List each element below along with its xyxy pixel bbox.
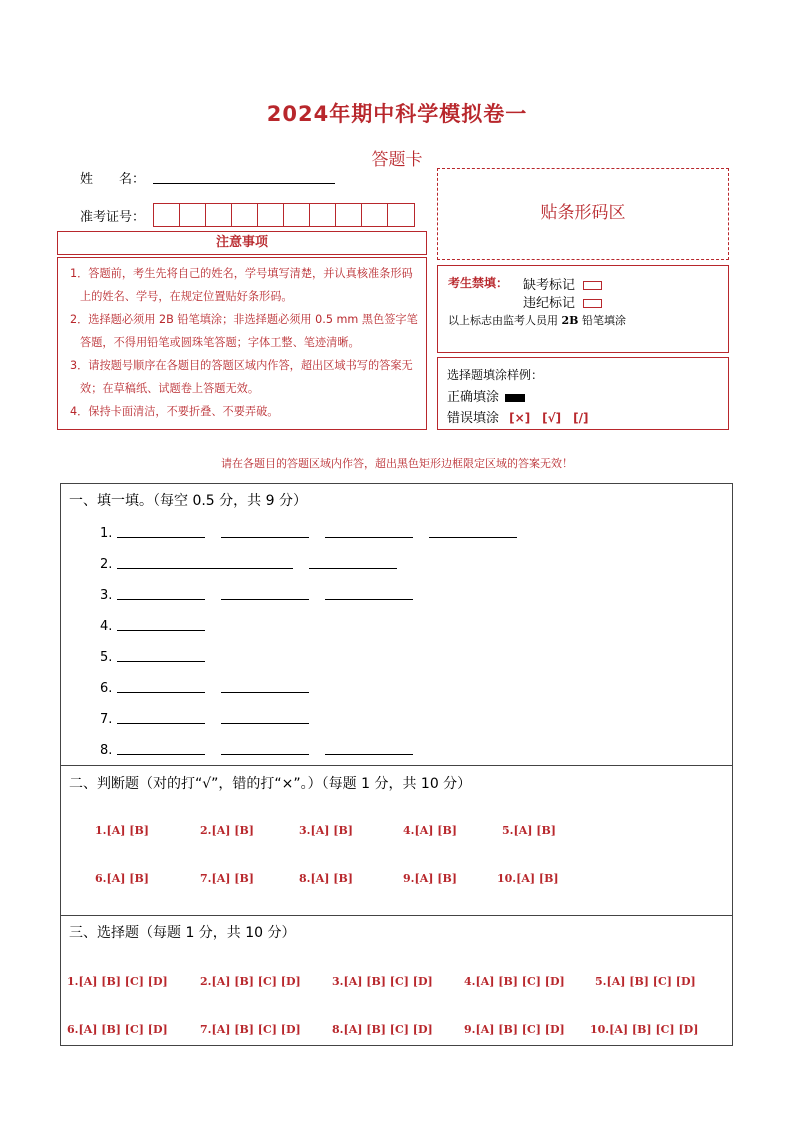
question-number: 2. [200, 824, 212, 837]
tf-question[interactable] [200, 824, 254, 837]
notice-item: 3．请按题号顺序在各题目的答题区域内作答，超出区域书写的答案无效；在草稿纸、试题卷上答题无效。 [70, 359, 413, 395]
answer-blank[interactable] [325, 599, 413, 600]
question-number: 4. [403, 824, 415, 837]
tf-options[interactable]: [A] [B] [310, 872, 353, 885]
correct-fill-row [447, 386, 525, 405]
tf-options[interactable]: [A] [B] [414, 872, 457, 885]
section3-title: 三、选择题（每题 1 分，共 10 分） [69, 925, 296, 941]
page-title: 2024年期中科学模拟卷一 [266, 102, 528, 126]
answer-blank[interactable] [117, 599, 205, 600]
mc-options[interactable]: [A] [B] [C] [D] [475, 975, 565, 988]
filled-bubble-icon [505, 394, 525, 402]
question-number: 9. [403, 872, 415, 885]
question-number: 6. [67, 1023, 79, 1036]
mc-question[interactable] [595, 975, 696, 988]
question-number: 1. [67, 975, 79, 988]
tf-options[interactable]: [A] [B] [516, 872, 559, 885]
id-digit-box[interactable] [284, 204, 310, 226]
tf-question[interactable] [200, 872, 254, 885]
barcode-area: 贴条形码区 [437, 168, 729, 260]
question-number: 9. [464, 1023, 476, 1036]
id-digit-box[interactable] [154, 204, 180, 226]
tf-options[interactable]: [A] [B] [513, 824, 556, 837]
question-number: 4. [100, 619, 113, 634]
mc-options[interactable]: [A] [B] [C] [D] [78, 1023, 168, 1036]
question-number: 8. [299, 872, 311, 885]
fill-row [100, 676, 325, 696]
mc-options[interactable]: [A] [B] [C] [D] [606, 975, 696, 988]
tf-options[interactable]: [A] [B] [106, 824, 149, 837]
absent-mark-row [523, 274, 602, 293]
answer-area-warning: 请在各题目的答题区域内作答，超出黑色矩形边框限定区域的答案无效！ [221, 457, 573, 470]
fill-row [100, 645, 221, 665]
id-label: 准考证号： [80, 210, 146, 225]
violation-mark-row [523, 292, 602, 311]
fill-row [100, 707, 325, 727]
answer-blank[interactable] [325, 537, 413, 538]
fill-sample-box [437, 357, 729, 430]
mc-question[interactable] [590, 1023, 698, 1036]
answer-blank[interactable] [309, 568, 397, 569]
mc-options[interactable]: [A] [B] [C] [D] [343, 1023, 433, 1036]
id-digit-box[interactable] [206, 204, 232, 226]
id-number-boxes[interactable] [153, 203, 415, 227]
fill-row [100, 614, 221, 634]
tf-question[interactable] [403, 824, 457, 837]
section-fill-in [60, 483, 733, 766]
notice-box [57, 257, 427, 430]
id-digit-box[interactable] [336, 204, 362, 226]
fill-row [100, 583, 429, 603]
question-number: 3. [332, 975, 344, 988]
tf-question[interactable] [502, 824, 556, 837]
answer-blank[interactable] [221, 723, 309, 724]
tf-question[interactable] [95, 824, 149, 837]
id-digit-box[interactable] [232, 204, 258, 226]
answer-blank[interactable] [221, 692, 309, 693]
id-digit-box[interactable] [310, 204, 336, 226]
section-multiple-choice [60, 915, 733, 1046]
answer-blank[interactable] [117, 537, 205, 538]
answer-blank[interactable] [117, 692, 205, 693]
notice-item: 2．选择题必须用 2B 铅笔填涂；非选择题必须用 0.5 mm 黑色签字笔答题，不得用铅笔或圆珠笔答题；字体工整、笔迹清晰。 [70, 313, 418, 349]
tf-options[interactable]: [A] [B] [211, 824, 254, 837]
question-number: 5. [595, 975, 607, 988]
tf-options[interactable]: [A] [B] [106, 872, 149, 885]
question-number: 5. [100, 650, 113, 665]
question-number: 7. [100, 712, 113, 727]
mc-question[interactable] [332, 1023, 433, 1036]
mc-options[interactable]: [A] [B] [C] [D] [475, 1023, 565, 1036]
forbid-title: 考生禁填： [448, 276, 509, 290]
name-field[interactable] [153, 168, 335, 184]
forbid-note-pencil: 2B [561, 314, 579, 327]
question-number: 5. [502, 824, 514, 837]
tf-question[interactable] [95, 872, 149, 885]
answer-blank[interactable] [429, 537, 517, 538]
wrong-fill-row [447, 407, 589, 426]
section1-title: 一、填一填。（每空 0.5 分，共 9 分） [69, 493, 307, 509]
question-number: 7. [200, 1023, 212, 1036]
mc-options[interactable]: [A] [B] [C] [D] [78, 975, 168, 988]
tf-options[interactable]: [A] [B] [310, 824, 353, 837]
notice-item: 4．保持卡面清洁，不要折叠、不要弄破。 [70, 405, 279, 418]
notice-title: 注意事项 [57, 231, 427, 255]
answer-blank[interactable] [221, 754, 309, 755]
question-number: 2. [100, 557, 113, 572]
absent-label: 缺考标记 [523, 278, 576, 293]
answer-blank[interactable] [117, 723, 205, 724]
violation-label: 违纪标记 [523, 296, 576, 311]
question-number: 3. [100, 588, 113, 603]
id-digit-box[interactable] [388, 204, 414, 226]
question-number: 4. [464, 975, 476, 988]
mc-question[interactable] [464, 975, 565, 988]
mc-question[interactable] [464, 1023, 565, 1036]
answer-blank[interactable] [117, 754, 205, 755]
answer-blank[interactable] [325, 754, 413, 755]
forbid-note [448, 312, 626, 328]
name-label: 姓 名： [80, 172, 146, 187]
question-number: 8. [100, 743, 113, 758]
question-number: 7. [200, 872, 212, 885]
violation-checkbox[interactable] [583, 299, 602, 308]
question-number: 6. [95, 872, 107, 885]
absent-checkbox[interactable] [583, 281, 602, 290]
question-number: 2. [200, 975, 212, 988]
section2-title: 二、判断题（对的打“√”，错的打“×”。）（每题 1 分，共 10 分） [69, 776, 472, 792]
tf-options[interactable]: [A] [B] [414, 824, 457, 837]
wrong-fill-marks: [×] [√] [/] [509, 411, 589, 425]
mc-options[interactable]: [A] [B] [C] [D] [211, 975, 301, 988]
fill-row [100, 552, 413, 572]
examiner-only-box [437, 265, 729, 353]
fill-row [100, 521, 533, 541]
answer-blank[interactable] [117, 661, 205, 662]
question-number: 1. [100, 526, 113, 541]
tf-options[interactable]: [A] [B] [211, 872, 254, 885]
answer-blank[interactable] [221, 599, 309, 600]
mc-options[interactable]: [A] [B] [C] [D] [211, 1023, 301, 1036]
id-digit-box[interactable] [362, 204, 388, 226]
fill-row [100, 738, 429, 758]
sample-title: 选择题填涂样例： [447, 368, 544, 382]
id-digit-box[interactable] [258, 204, 284, 226]
id-digit-box[interactable] [180, 204, 206, 226]
mc-question[interactable] [200, 1023, 301, 1036]
answer-blank[interactable] [117, 630, 205, 631]
mc-question[interactable] [67, 1023, 168, 1036]
tf-question[interactable] [299, 872, 353, 885]
mc-question[interactable] [67, 975, 168, 988]
forbid-note-end: 铅笔填涂 [581, 314, 626, 327]
notice-item: 1．答题前，考生先将自己的姓名，学号填写清楚，并认真核准条形码上的姓名、学号，在规定位置贴好条形码。 [70, 267, 413, 303]
question-number: 10. [590, 1023, 610, 1036]
tf-question[interactable] [299, 824, 353, 837]
wrong-fill-label: 错误填涂 [447, 411, 500, 426]
section-true-false [60, 765, 733, 916]
question-number: 10. [497, 872, 517, 885]
question-number: 3. [299, 824, 311, 837]
answer-blank[interactable] [117, 568, 293, 569]
mc-question[interactable] [200, 975, 301, 988]
question-number: 8. [332, 1023, 344, 1036]
mc-options[interactable]: [A] [B] [C] [D] [609, 1023, 699, 1036]
forbid-note-text: 以上标志由监考人员用 [448, 314, 558, 327]
correct-fill-label: 正确填涂 [447, 390, 500, 405]
card-subtitle: 答题卡 [371, 150, 423, 170]
tf-question[interactable] [403, 872, 457, 885]
question-number: 1. [95, 824, 107, 837]
mc-question[interactable] [332, 975, 433, 988]
answer-blank[interactable] [221, 537, 309, 538]
tf-question[interactable] [497, 872, 559, 885]
mc-options[interactable]: [A] [B] [C] [D] [343, 975, 433, 988]
question-number: 6. [100, 681, 113, 696]
